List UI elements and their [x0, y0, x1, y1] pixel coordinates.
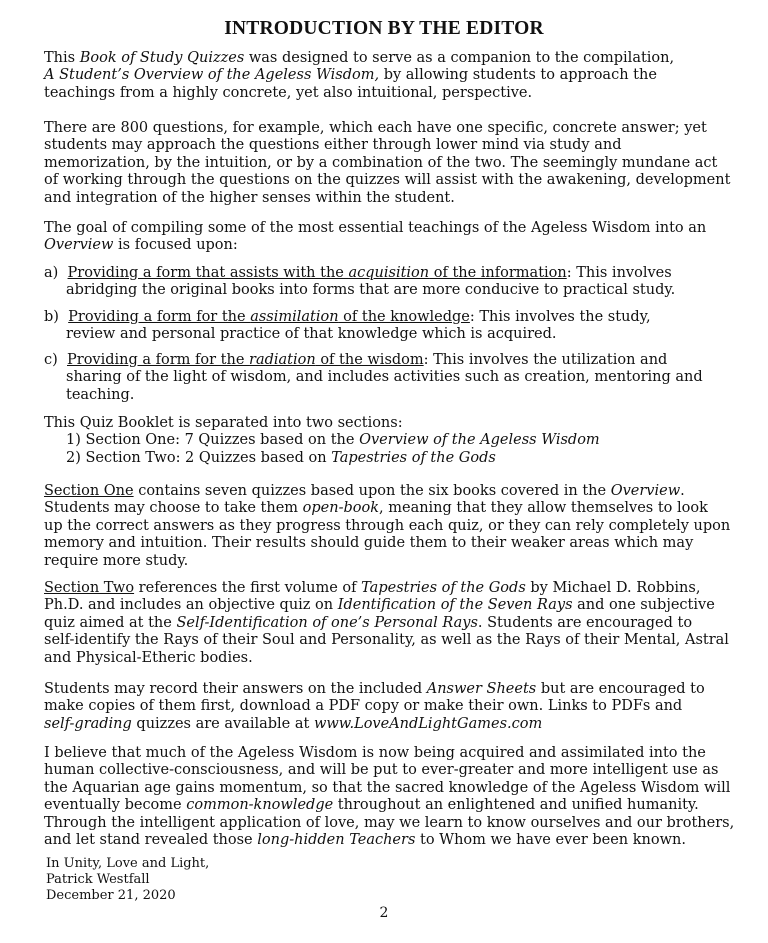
underlined-heading: Providing a form that assists with the acquisition of the information [67, 265, 567, 281]
list-item-c: c) Providing a form for the radiation of the wisdom: This involves the utilization and sharing of the light of wisdom, and includes activities such as creation, mentoring and teaching. [44, 352, 703, 403]
section-two-paragraph: Section Two references the first volume of Tapestries of the Gods by Michael D. Robbins, Ph.D. and includes an objective quiz on Identification of the Seven Rays and one subjective quiz aimed at the Self-Identification of one’s Personal Rays. Students are encouraged to self-identify the Rays of their Soul and Personality, as well as the Rays of their Mental, Astral and Physical-Etheric bodies. [44, 580, 729, 666]
intro-paragraph-1: This Book of Study Quizzes was designed to serve as a companion to the compilation, A Student’s Overview of the Ageless Wisdom, by allowing students to approach the teachings from a highly concrete, yet also intuitional, perspective. [44, 50, 675, 101]
website-link: www.LoveAndLightGames.com [313, 715, 543, 732]
underlined-heading: Providing a form for the assimilation of the knowledge [68, 309, 470, 325]
book-title: Book of Study Quizzes [79, 50, 245, 66]
signature-date: December 21, 2020 [46, 888, 176, 903]
answer-sheets-paragraph: Students may record their answers on the included Answer Sheets but are encouraged to make copies of them first, download a PDF copy or make their own. Links to PDFs and self-grading quizzes are available at www.LoveAndLightGames.com [44, 681, 705, 732]
page-number: 2 [379, 905, 389, 921]
intro-paragraph-3: The goal of compiling some of the most essential teachings of the Ageless Wisdom into an Overview is focused upon: [44, 220, 707, 254]
signature-block [46, 856, 209, 904]
section-list-item: 2) Section Two: 2 Quizzes based on Tapestries of the Gods [66, 449, 496, 466]
list-item-a: a) Providing a form that assists with the acquisition of the information: This involves abridging the original books into forms that are more conducive to practical study. [44, 265, 676, 299]
section-list-item: 1) Section One: 7 Quizzes based on the Overview of the Ageless Wisdom [66, 432, 600, 449]
section-one-paragraph: Section One contains seven quizzes based upon the six books covered in the Overview. Students may choose to take them open-book, meaning that they allow themselves to look up the correct answers as they progress through each quiz, or they can rely completely upon memory and intuition. Their results should guide them to their weaker areas which may require more study. [44, 483, 731, 569]
intro-paragraph-2: There are 800 questions, for example, which each have one specific, concrete answer; yet students may approach the questions either through lower mind via study and memorization, by the intuition, or by a combination of the two. The seemingly mundane act of working through the questions on the quizzes will assist with the awakening, development and integration of the higher senses within the student. [44, 120, 731, 206]
list-item-b: b) Providing a form for the assimilation of the knowledge: This involves the study, review and personal practice of that knowledge which is acquired. [44, 309, 651, 343]
closing-paragraph: I believe that much of the Ageless Wisdom is now being acquired and assimilated into the human collective-consciousness, and will be put to ever-greater and more intelligent use as the Aquarian age gains momentum, so that the sacred knowledge of the Ageless Wisdom will eventually become common-knowledge throughout an enlightened and unified humanity. Through the intelligent application of love, may we learn to know ourselves and our brothers, and let stand revealed those long-hidden Teachers to Whom we have ever been known. [44, 745, 735, 849]
signature-name: Patrick Westfall [46, 872, 150, 887]
book-title: A Student’s Overview of the Ageless Wisdom, [44, 67, 380, 84]
underlined-heading: Providing a form for the radiation of the wisdom [67, 352, 424, 368]
sections-list: This Quiz Booklet is separated into two sections: 1) Section One: 7 Quizzes based on the Overview of the Ageless Wisdom 2) Section Two: 2 Quizzes based on Tapestries of the Gods [44, 415, 734, 467]
signature-salutation: In Unity, Love and Light, [46, 856, 210, 871]
page-title: INTRODUCTION BY THE EDITOR [224, 18, 544, 39]
